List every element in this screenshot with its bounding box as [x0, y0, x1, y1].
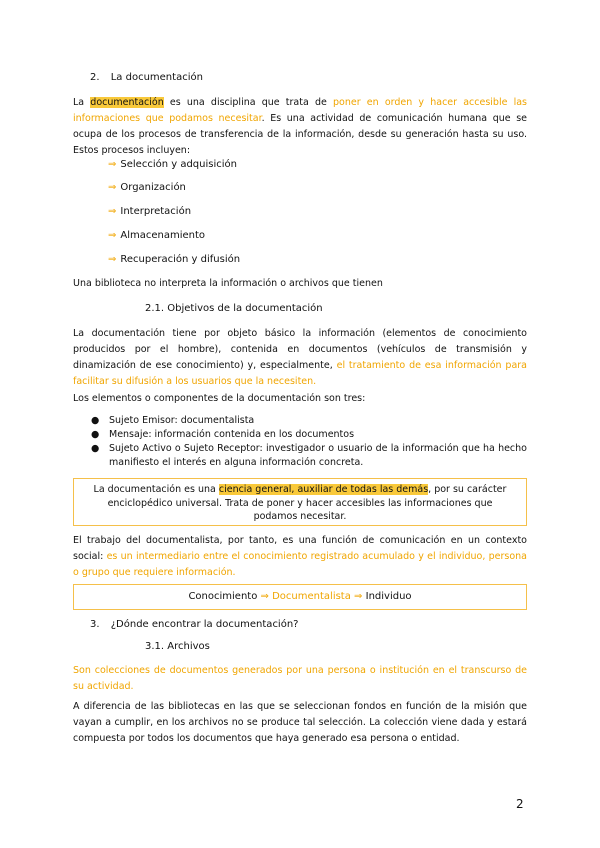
intro-paragraph [73, 95, 527, 159]
section-heading-2 [90, 72, 203, 83]
section-title: La documentación [110, 72, 203, 83]
objetivos-paragraph [73, 326, 527, 390]
section-number: 3. [90, 619, 100, 630]
highlighted-term: documentación [90, 97, 164, 108]
subsection-heading: 2.1. Objetivos de la documentación [145, 303, 323, 314]
process-label: Recuperación y difusión [120, 254, 241, 265]
elementos-intro: Los elementos o componentes de la documentación son tres: [73, 393, 366, 404]
process-item [108, 254, 240, 265]
quote-box [73, 478, 527, 526]
flow-step: Documentalista [272, 591, 351, 602]
arrow-icon: ⇒ [260, 591, 269, 602]
quote-text: La documentación es una [93, 484, 219, 495]
arrow-icon: ⇒ [108, 159, 117, 170]
bullet-icon: ● [91, 429, 100, 440]
highlighted-phrase: poner en orden y hacer accesible las informaciones que podamos necesitar [73, 97, 528, 124]
flow-step: Conocimiento [188, 591, 258, 602]
process-item [108, 230, 205, 241]
intro-text: . Es una actividad de comunicación humana que se ocupa de los procesos de transferencia de la información, desde su generación hasta su uso. Estos procesos incluyen: [73, 113, 527, 156]
highlighted-phrase: el tratamiento de esa información para facilitar su difusión a los usuarios que la necesiten. [73, 360, 528, 387]
bullet-text: Sujeto Activo o Sujeto Receptor: investigador o usuario de la información que ha hecho manifiesto el interés en alguna información concreta. [109, 443, 527, 468]
process-item [108, 182, 186, 193]
bullet-icon: ● [91, 443, 100, 454]
arrow-icon: ⇒ [108, 230, 117, 241]
bullet-icon: ● [91, 415, 100, 426]
archivos-definition: Son colecciones de documentos generados por una persona o institución en el transcurso de su actividad. [73, 665, 527, 692]
bullet-item [91, 414, 527, 428]
flow-text [74, 585, 526, 609]
subsection-heading: 3.1. Archivos [145, 641, 210, 652]
arrow-icon: ⇒ [108, 182, 117, 193]
page-number: 2 [516, 797, 524, 811]
bullet-item [91, 442, 527, 470]
trabajo-text: El trabajo del documentalista, por tanto, es una función de comunicación en un contexto social: [73, 535, 527, 562]
bullet-text: Sujeto Emisor: documentalista [109, 415, 255, 426]
trabajo-paragraph [73, 533, 527, 581]
arrow-icon: ⇒ [108, 254, 117, 265]
archivos-paragraph: A diferencia de las bibliotecas en las que se seleccionan fondos en función de la misión que vayan a cumplir, en los archivos no se produce tal selección. La colección viene dada y estará compuesta por todos los documentos que haya generado esa persona o entidad. [73, 701, 527, 744]
bullet-item [91, 428, 527, 442]
library-note: Una biblioteca no interpreta la información o archivos que tienen [73, 278, 383, 289]
flow-box [73, 584, 527, 610]
objetivos-text: La documentación tiene por objeto básico la información (elementos de conocimiento producidos por el hombre), contenida en documentos (vehículos de transmisión y dinamización de ese conocimiento) y, especialmente, [73, 328, 527, 371]
intro-text: es una disciplina que trata de [163, 97, 333, 108]
arrow-icon: ⇒ [108, 206, 117, 217]
section-number: 2. [90, 72, 100, 83]
intro-text: La [73, 97, 91, 108]
section-heading-3 [90, 619, 298, 630]
process-label: Selección y adquisición [120, 159, 237, 170]
quote-box-text [74, 479, 526, 524]
flow-step: Individuo [365, 591, 412, 602]
process-label: Interpretación [120, 206, 192, 217]
highlighted-phrase: es un intermediario entre el conocimiento registrado acumulado y el individuo, persona o grupo que requiere información. [73, 551, 527, 578]
process-label: Almacenamiento [120, 230, 206, 241]
process-item [108, 206, 191, 217]
bullet-text: Mensaje: información contenida en los documentos [109, 429, 355, 440]
process-item [108, 159, 237, 170]
section-title: ¿Dónde encontrar la documentación? [110, 619, 299, 630]
highlighted-term: ciencia general, auxiliar de todas las demás [218, 484, 429, 495]
quote-text: , por su carácter enciclopédico universal. Trata de poner y hacer accesibles las informaciones que podamos necesitar. [107, 484, 507, 522]
arrow-icon: ⇒ [354, 591, 363, 602]
process-label: Organización [120, 182, 186, 193]
